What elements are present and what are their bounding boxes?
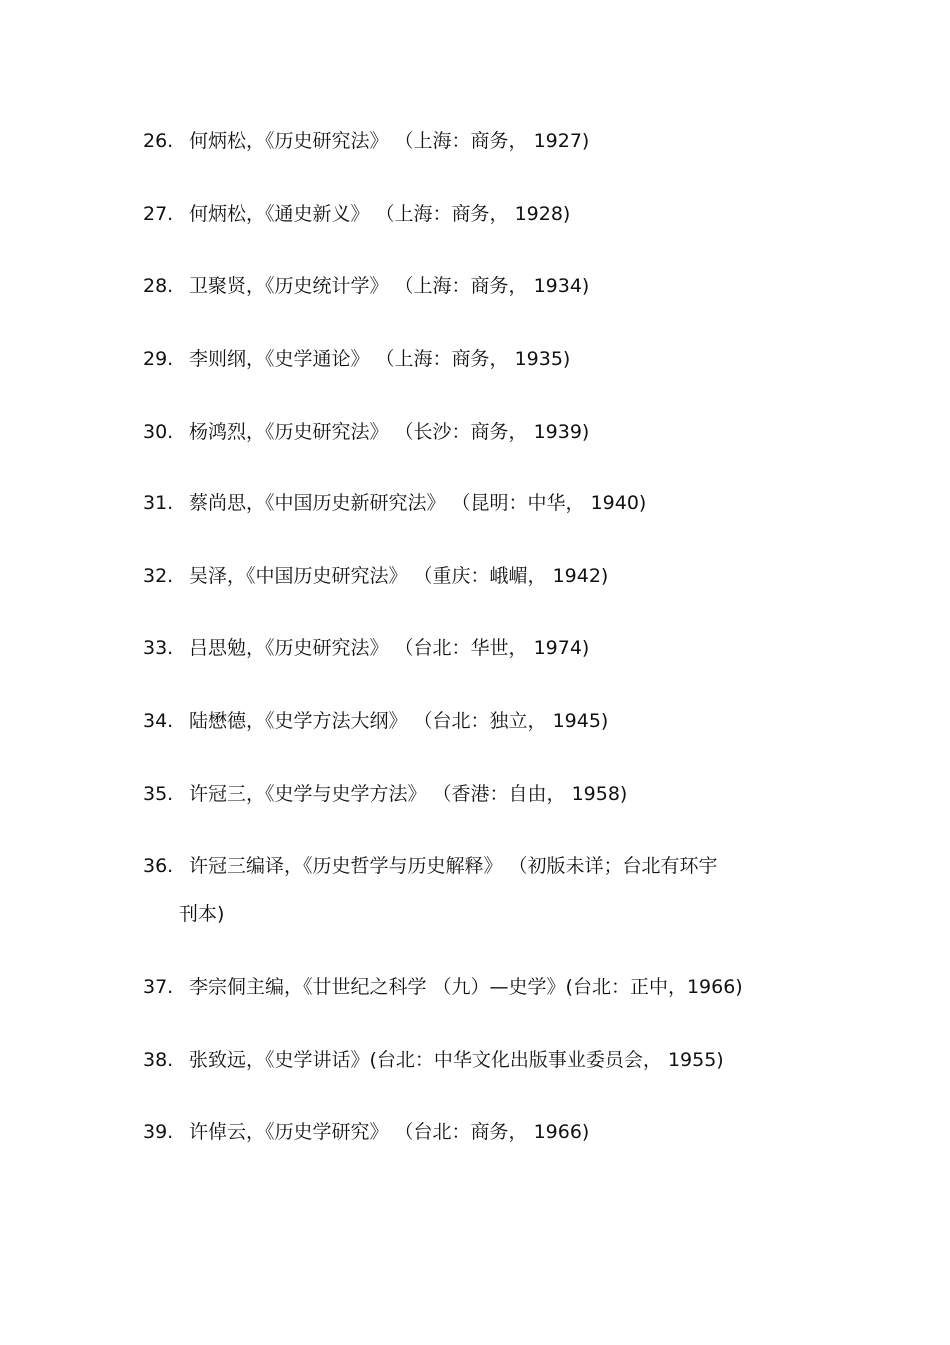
entry-text: 许倬云，《历史学研究》 （台北：商务， 1966) bbox=[189, 1121, 590, 1143]
entry-number: 36. bbox=[143, 855, 174, 877]
entry-text: 何炳松，《历史研究法》 （上海：商务， 1927) bbox=[189, 130, 590, 152]
bibliography-entry bbox=[143, 491, 823, 515]
entry-text: 许冠三编译，《历史哲学与历史解释》 （初版未详；台北有环宇 bbox=[189, 855, 718, 877]
entry-number: 26. bbox=[143, 130, 174, 152]
entry-text: 李则纲，《史学通论》 （上海：商务， 1935) bbox=[189, 348, 571, 370]
entry-number: 33. bbox=[143, 637, 174, 659]
entry-number: 37. bbox=[143, 976, 174, 998]
entry-text: 杨鸿烈，《历史研究法》 （长沙：商务， 1939) bbox=[189, 421, 590, 443]
entry-continuation: 刊本) bbox=[179, 903, 225, 925]
entry-number: 35. bbox=[143, 783, 174, 805]
entry-text: 卫聚贤，《历史统计学》 （上海：商务， 1934) bbox=[189, 275, 590, 297]
entry-number: 32. bbox=[143, 565, 174, 587]
entry-number: 38. bbox=[143, 1049, 174, 1071]
entry-number: 29. bbox=[143, 348, 174, 370]
entry-text: 蔡尚思，《中国历史新研究法》 （昆明：中华， 1940) bbox=[189, 492, 647, 514]
entry-text: 吕思勉，《历史研究法》 （台北：华世， 1974) bbox=[189, 637, 590, 659]
entry-text: 李宗侗主编，《廿世纪之科学 （九）—史学》(台北：正中，1966) bbox=[189, 976, 743, 998]
bibliography-entry bbox=[143, 975, 823, 999]
bibliography-entry bbox=[143, 1048, 823, 1072]
entry-number: 31. bbox=[143, 492, 174, 514]
bibliography-entry bbox=[143, 1120, 823, 1144]
entry-text: 许冠三，《史学与史学方法》 （香港：自由， 1958) bbox=[189, 783, 628, 805]
entry-text: 陆懋德，《史学方法大纲》 （台北：独立， 1945) bbox=[189, 710, 609, 732]
entry-number: 39. bbox=[143, 1121, 174, 1143]
entry-number: 34. bbox=[143, 710, 174, 732]
bibliography-entry bbox=[143, 709, 823, 733]
entry-number: 27. bbox=[143, 203, 174, 225]
bibliography-entry bbox=[143, 129, 823, 153]
bibliography-entry bbox=[143, 782, 823, 806]
bibliography-entry bbox=[143, 347, 823, 371]
entry-number: 30. bbox=[143, 421, 174, 443]
entry-number: 28. bbox=[143, 275, 174, 297]
entry-text: 吴泽，《中国历史研究法》 （重庆：峨嵋， 1942) bbox=[189, 565, 609, 587]
entry-text: 张致远，《史学讲话》(台北：中华文化出版事业委员会， 1955) bbox=[189, 1049, 724, 1071]
bibliography-entry bbox=[143, 274, 823, 298]
bibliography-entry bbox=[143, 202, 823, 226]
bibliography-entry bbox=[143, 564, 823, 588]
bibliography-entry bbox=[143, 854, 823, 926]
entry-text: 何炳松，《通史新义》 （上海：商务， 1928) bbox=[189, 203, 571, 225]
bibliography-entry bbox=[143, 636, 823, 660]
bibliography-entry bbox=[143, 420, 823, 444]
